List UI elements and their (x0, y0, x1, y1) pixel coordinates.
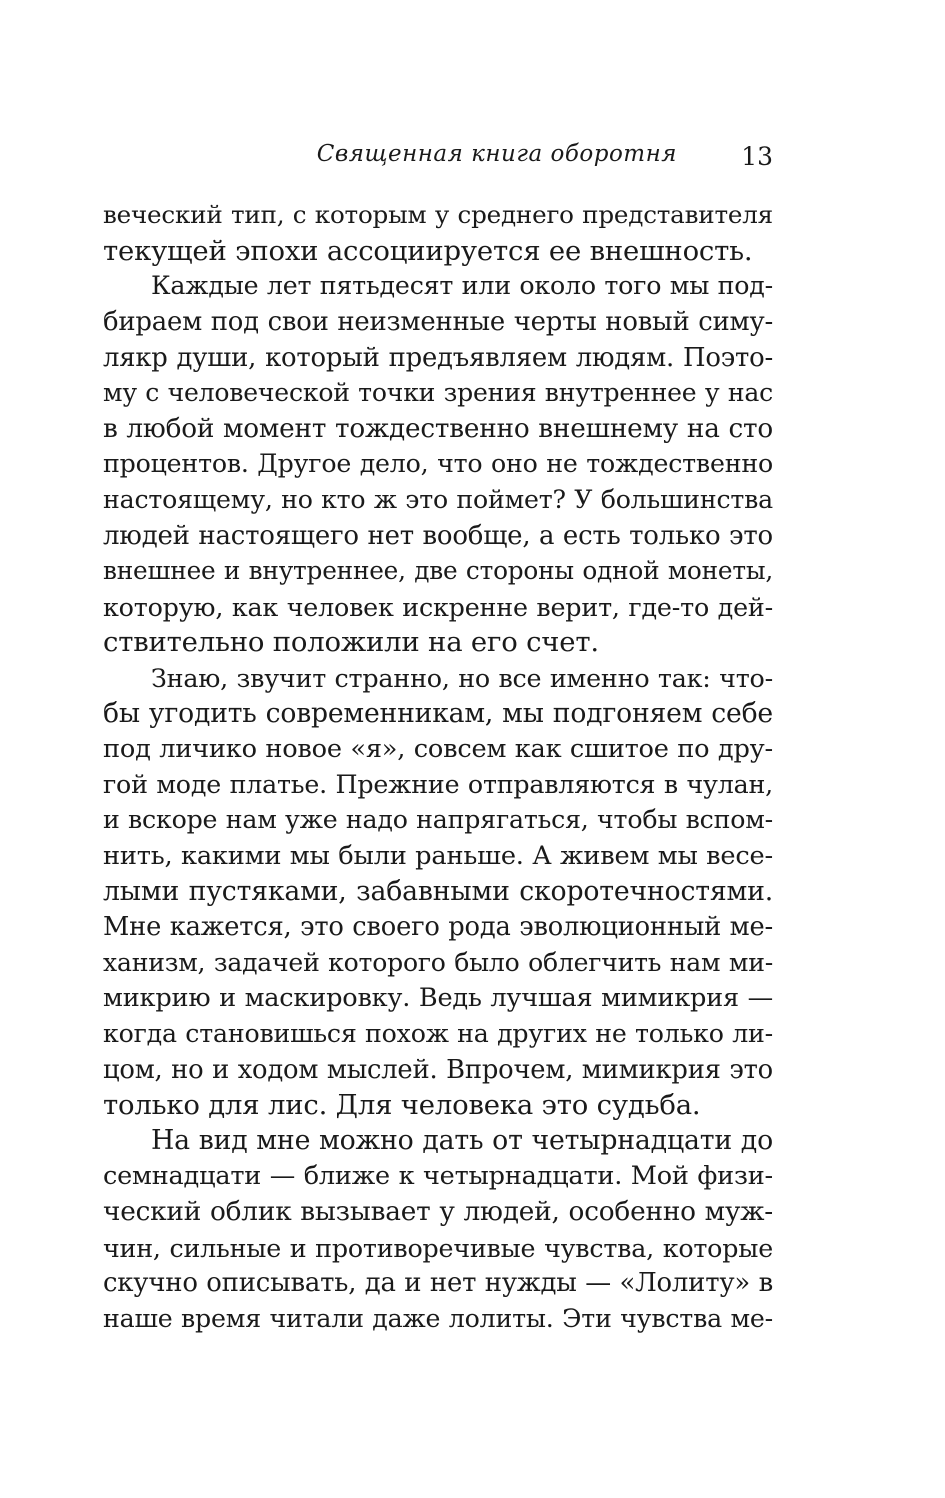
text-line: бы угодить современникам, мы подгоняем себе (103, 698, 773, 729)
text-line: которую, как человек искренне верит, где-то дей- (103, 592, 773, 622)
text-line: в любой момент тождественно внешнему на сто (103, 414, 773, 444)
text-line: только для лис. Для человека это судьба. (103, 1089, 701, 1121)
text-line: ханизм, задачей которого было облегчить нам ми- (103, 948, 773, 977)
text-line: под личико новое «я», совсем как сшитое по дру- (103, 734, 773, 764)
text-line: когда становишься похож на других не только ли- (103, 1019, 773, 1048)
text-line: настоящему, но кто ж это поймет? У большинства (103, 485, 773, 514)
text-line: наше время читали даже лолиты. Эти чувства ме- (103, 1304, 773, 1333)
text-line: процентов. Другое дело, что оно не тождественно (103, 449, 773, 478)
text-line: ствительно положили на его счет. (103, 626, 599, 658)
text-line: Каждые лет пятьдесят или около того мы под- (151, 271, 773, 300)
text-line: На вид мне можно дать от четырнадцати до (151, 1125, 773, 1156)
text-line: лякр души, который предъявляем людям. Поэто- (103, 343, 773, 373)
text-line: скучно описывать, да и нет нужды — «Лолиту» в (103, 1268, 773, 1298)
text-line: му с человеческой точки зрения внутреннее у нас (103, 378, 773, 407)
page-number: 13 (741, 142, 773, 171)
text-line: семнадцати — ближе к четырнадцати. Мой физи- (103, 1161, 773, 1191)
text-line: микрию и маскировку. Ведь лучшая мимикрия — (103, 983, 773, 1013)
text-line: бираем под свои неизменные черты новый симу- (103, 307, 773, 337)
running-title: Священная книга оборотня (316, 141, 677, 167)
text-line: чин, сильные и противоречивые чувства, которые (103, 1233, 773, 1263)
text-line: Знаю, звучит странно, но все именно так: что- (151, 663, 773, 693)
text-line: и вскоре нам уже надо напрягаться, чтобы вспом- (103, 805, 773, 834)
running-head (103, 137, 773, 177)
text-line: цом, но и ходом мыслей. Впрочем, мимикрия это (103, 1055, 773, 1085)
text-line: людей настоящего нет вообще, а есть только это (103, 521, 773, 551)
text-line: внешнее и внутреннее, две стороны одной монеты, (103, 556, 773, 585)
text-line: текущей эпохи ассоциируется ее внешность. (103, 235, 753, 267)
text-line: вечеcкий тип, с которым у среднего представителя (103, 200, 773, 229)
text-line: ческий облик вызывает у людей, особенно муж- (103, 1197, 773, 1227)
text-line: нить, какими мы были раньше. А живем мы весе- (103, 841, 773, 871)
text-line: гой моде платье. Прежние отправляются в чулан, (103, 770, 773, 799)
text-line: Мне кажется, это своего рода эволюционный ме- (103, 912, 773, 942)
text-line: лыми пустяками, забавными скоротечностями. (103, 876, 773, 907)
